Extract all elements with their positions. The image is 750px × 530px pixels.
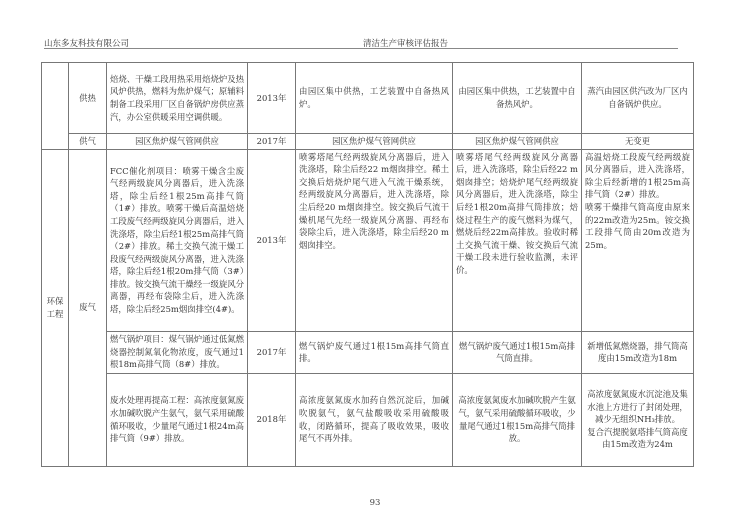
- report-title: 清洁生产审核评估报告: [363, 39, 449, 49]
- eia-cell: 园区焦炉煤气管网供应: [296, 134, 453, 150]
- acceptance-cell: 高浓度氨氮废水加碱吹脱产生氨气，氨气采用硫酸循环吸收，少量尾气通过1根15m高排气筒排放。: [453, 373, 582, 466]
- eia-cell: 喷雾塔尾气经两级旋风分离器后，进入洗涤塔，除尘后经22 m烟囱排空。稀土交换后焙烧炉尾气进入气流干燥系统，经两级旋风分离器后，进入洗涤塔，除尘后经20 m烟囱排空。铵交换后气流干燥机尾气先经一级旋风分离器、再经布袋除尘后，进入洗涤塔，除尘后经20 m烟囱排空。: [296, 149, 453, 331]
- year-cell: 2013年: [248, 149, 296, 331]
- year-cell: 2013年: [248, 63, 296, 134]
- table-row: [42, 373, 694, 466]
- acceptance-cell: 园区焦炉煤气管网供应: [453, 134, 582, 150]
- acceptance-cell: 燃气锅炉废气通过1根15m高排气筒直排。: [453, 331, 582, 373]
- category-cell: 环保工程: [42, 149, 69, 466]
- eia-cell: 高浓度氨氮废水加药自然沉淀后，加碱吹脱氨气，氨气盐酸吸收采用硫酸吸收，闭路循环，提高了吸收效果，吸收尾气不再外排。: [296, 373, 453, 466]
- eia-cell: 燃气锅炉废气通过1根15m高排气筒直排。: [296, 331, 453, 373]
- page-number: 93: [369, 498, 381, 508]
- acceptance-cell: 由园区集中供热，工艺装置中自备热风炉。: [453, 63, 582, 134]
- change-cell: [582, 373, 694, 466]
- item-cell: 废气: [69, 149, 107, 466]
- change-note: 高浓度氨氮废水沉淀池及集水池上方进行了封闭处理，减少无组织NH₃排放。: [587, 389, 688, 425]
- table-row: [42, 63, 694, 134]
- year-cell: 2017年: [248, 331, 296, 373]
- change-cell: [582, 149, 694, 331]
- year-cell: 2017年: [248, 134, 296, 150]
- change-note: 喷雾干燥排气筒高度由原来的22m改造为25m。铵交换工段排气筒由20m改造为25m。: [585, 201, 690, 250]
- description-cell: FCC催化剂项目：喷雾干燥含尘废气经两级旋风分离器后，进入洗涤塔，除尘后经1根25m高排气筒（1#）排放。喷雾干燥后高温焙烧工段废气经两级旋风分离器后，进入洗涤塔，除尘后经1根25m高排气筒（2#）排放。稀土交换气流干燥工段废气经两级旋风分离器，进入洗涤塔，除尘后经1根20m排气筒（3#）排放。铵交换气流干燥经一级旋风分离器，再经布袋除尘后，进入洗涤塔，除尘后经25m烟囱排空(4#)。: [107, 149, 248, 331]
- item-cell: 供热: [69, 63, 107, 134]
- table-row: [42, 134, 694, 150]
- item-cell: 供气: [69, 134, 107, 150]
- eia-cell: 由园区集中供热，工艺装置中自备热风炉。: [296, 63, 453, 134]
- table-row: [42, 331, 694, 373]
- category-cell: [42, 63, 69, 150]
- change-note: 复合汽提脱氨塔排气筒高度由15m改造为24m: [587, 426, 688, 450]
- change-cell: 蒸汽由园区供汽改为厂区内自备锅炉供应。: [582, 63, 694, 134]
- change-cell: 无变更: [582, 134, 694, 150]
- table-row: [42, 149, 694, 331]
- acceptance-cell: 喷雾塔尾气经两级旋风分离器后，进入洗涤塔，除尘后经22 m烟囱排空；焙烧炉尾气经两级旋风分离器后，进入洗涤塔，除尘后经1根20m高排气筒排放；焙烧过程生产的废气燃料为煤气，燃烧后经22m高排放。验收时稀土交换气流干燥、铵交换后气流干燥工段未进行验收监测，未评价。: [453, 149, 582, 331]
- header-rule: [44, 48, 678, 49]
- change-note: 高温焙烧工段废气经两级旋风分离器后，进入洗涤塔，除尘后经新增的1根25m高排气筒（2#）排放。: [585, 151, 690, 200]
- company-name: 山东多友科技有限公司: [44, 39, 130, 49]
- project-comparison-table: [41, 62, 694, 467]
- description-cell: 废水处理再提高工程：高浓度氨氮废水加碱吹脱产生氨气，氨气采用硫酸循环吸收，少量尾气通过1根24m高排气筒（9#）排放。: [107, 373, 248, 466]
- description-cell: 园区焦炉煤气管网供应: [107, 134, 248, 150]
- description-cell: 燃气锅炉项目：煤气锅炉通过低氮燃烧器控制氮氧化物浓度，废气通过1根18m高排气筒（8#）排放。: [107, 331, 248, 373]
- change-cell: 新增低氮燃烧器，排气筒高度由15m改造为18m: [582, 331, 694, 373]
- description-cell: 焙烧、干燥工段用热采用焙烧炉及热风炉供热，燃料为焦炉煤气；原辅料制备工段采用厂区自备锅炉房供应蒸汽，办公室供暖采用空调供暖。: [107, 63, 248, 134]
- year-cell: 2018年: [248, 373, 296, 466]
